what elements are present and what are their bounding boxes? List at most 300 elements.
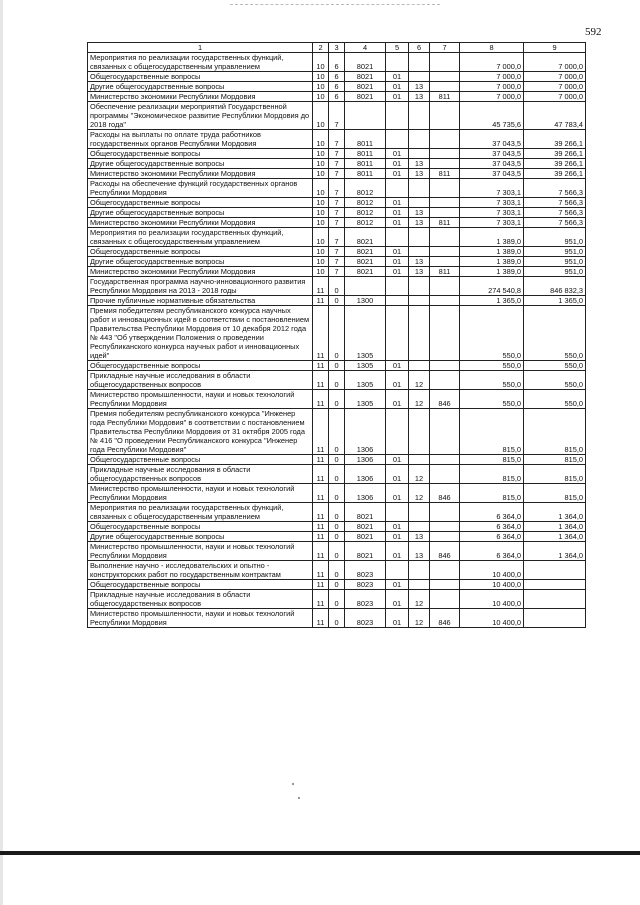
cell-program: 11: [313, 465, 329, 484]
cell-name: Министерство промышленности, науки и новых технологий Республики Мордовия: [88, 609, 313, 628]
cell-subsection: 13: [409, 218, 430, 228]
cell-section: [386, 179, 409, 198]
cell-target-code: 8021: [345, 228, 386, 247]
cell-section: [386, 53, 409, 72]
cell-amount-1: 7 303,1: [460, 198, 524, 208]
cell-name: Государственная программа научно-инновационного развития Республики Мордовия на 2013 - 2018 годы: [88, 277, 313, 296]
cell-amount-1: 37 043,5: [460, 130, 524, 149]
cell-subprogram: 0: [329, 522, 345, 532]
cell-amount-1: 1 365,0: [460, 296, 524, 306]
cell-subprogram: 0: [329, 465, 345, 484]
cell-amount-1: 6 364,0: [460, 532, 524, 542]
cell-subprogram: 6: [329, 92, 345, 102]
cell-section: 01: [386, 257, 409, 267]
cell-subsection: 13: [409, 159, 430, 169]
cell-section: 01: [386, 149, 409, 159]
cell-amount-2: [524, 580, 586, 590]
header-row: [88, 43, 586, 53]
cell-amount-1: 550,0: [460, 371, 524, 390]
cell-name: Прочие публичные нормативные обязательства: [88, 296, 313, 306]
cell-name: Другие общегосударственные вопросы: [88, 82, 313, 92]
cell-amount-1: 550,0: [460, 361, 524, 371]
cell-target-code: 8021: [345, 503, 386, 522]
cell-amount-1: 815,0: [460, 409, 524, 455]
cell-amount-1: 550,0: [460, 390, 524, 409]
cell-amount-2: 1 364,0: [524, 542, 586, 561]
cell-target-code: 1300: [345, 296, 386, 306]
cell-program: 10: [313, 130, 329, 149]
cell-subprogram: 0: [329, 455, 345, 465]
cell-amount-1: 550,0: [460, 306, 524, 361]
cell-section: 01: [386, 465, 409, 484]
cell-subsection: [409, 53, 430, 72]
cell-amount-1: 1 389,0: [460, 228, 524, 247]
cell-subsection: [409, 409, 430, 455]
cell-subprogram: 6: [329, 53, 345, 72]
cell-subsection: [409, 130, 430, 149]
cell-program: 10: [313, 218, 329, 228]
cell-subsection: [409, 179, 430, 198]
cell-ministry: 846: [430, 542, 460, 561]
cell-target-code: 8021: [345, 542, 386, 561]
table-row: [88, 247, 586, 257]
cell-subsection: [409, 522, 430, 532]
cell-subsection: 12: [409, 465, 430, 484]
cell-subsection: [409, 228, 430, 247]
cell-amount-1: 10 400,0: [460, 590, 524, 609]
cell-target-code: [345, 102, 386, 130]
cell-section: 01: [386, 82, 409, 92]
cell-program: 11: [313, 409, 329, 455]
cell-subsection: [409, 361, 430, 371]
cell-ministry: [430, 247, 460, 257]
cell-program: 11: [313, 580, 329, 590]
budget-table: [87, 42, 586, 628]
cell-target-code: 1306: [345, 465, 386, 484]
cell-name: Министерство промышленности, науки и новых технологий Республики Мордовия: [88, 484, 313, 503]
cell-subprogram: 7: [329, 102, 345, 130]
cell-ministry: [430, 130, 460, 149]
cell-amount-1: 7 000,0: [460, 72, 524, 82]
cell-ministry: [430, 82, 460, 92]
cell-name: Общегосударственные вопросы: [88, 198, 313, 208]
cell-target-code: 8021: [345, 522, 386, 532]
cell-program: 11: [313, 455, 329, 465]
cell-section: [386, 306, 409, 361]
cell-subsection: 13: [409, 542, 430, 561]
cell-program: 11: [313, 484, 329, 503]
cell-target-code: 8023: [345, 590, 386, 609]
table-row: [88, 296, 586, 306]
table-row: [88, 53, 586, 72]
cell-amount-2: 1 364,0: [524, 503, 586, 522]
cell-program: 10: [313, 198, 329, 208]
cell-amount-1: 815,0: [460, 465, 524, 484]
table-row: [88, 169, 586, 179]
cell-name: Общегосударственные вопросы: [88, 580, 313, 590]
cell-section: 01: [386, 455, 409, 465]
cell-section: 01: [386, 522, 409, 532]
cell-name: Общегосударственные вопросы: [88, 522, 313, 532]
cell-section: 01: [386, 218, 409, 228]
cell-subprogram: 6: [329, 82, 345, 92]
cell-program: 10: [313, 92, 329, 102]
col-header-ministry: 7: [430, 43, 460, 53]
cell-section: [386, 228, 409, 247]
cell-program: 10: [313, 247, 329, 257]
cell-subprogram: 0: [329, 542, 345, 561]
cell-amount-1: 37 043,5: [460, 169, 524, 179]
cell-ministry: [430, 159, 460, 169]
table-row: [88, 208, 586, 218]
cell-program: 10: [313, 267, 329, 277]
cell-name: Министерство экономики Республики Мордовия: [88, 92, 313, 102]
cell-amount-2: [524, 590, 586, 609]
cell-target-code: 8012: [345, 179, 386, 198]
cell-name: Общегосударственные вопросы: [88, 361, 313, 371]
cell-subsection: [409, 306, 430, 361]
cell-section: 01: [386, 580, 409, 590]
cell-target-code: 8023: [345, 609, 386, 628]
cell-program: 11: [313, 522, 329, 532]
table-row: [88, 580, 586, 590]
scan-edge: [0, 0, 3, 905]
cell-program: 11: [313, 390, 329, 409]
cell-amount-1: 1 389,0: [460, 247, 524, 257]
cell-name: Мероприятия по реализации государственных функций, связанных с общегосударственным управлением: [88, 503, 313, 522]
cell-amount-2: 951,0: [524, 267, 586, 277]
cell-name: Мероприятия по реализации государственных функций, связанных с общегосударственным управлением: [88, 228, 313, 247]
cell-subsection: [409, 247, 430, 257]
cell-name: Премия победителям республиканского конкурса научных работ и инновационных идей в соответствии с постановлением Правительства Республики Мордовия от 10 декабря 2012 года № 443 "Об утверждении Положения о проведении Республиканского конкурса научных работ и инновационных идей": [88, 306, 313, 361]
col-header-target-code: 4: [345, 43, 386, 53]
cell-subsection: 12: [409, 371, 430, 390]
cell-program: 10: [313, 53, 329, 72]
cell-amount-1: 1 389,0: [460, 257, 524, 267]
cell-subprogram: 0: [329, 609, 345, 628]
cell-ministry: 846: [430, 484, 460, 503]
cell-subprogram: 7: [329, 198, 345, 208]
cell-program: 11: [313, 277, 329, 296]
cell-name: Другие общегосударственные вопросы: [88, 257, 313, 267]
cell-ministry: [430, 503, 460, 522]
cell-name: Общегосударственные вопросы: [88, 149, 313, 159]
cell-ministry: 846: [430, 390, 460, 409]
cell-subprogram: 7: [329, 159, 345, 169]
cell-amount-2: 39 266,1: [524, 169, 586, 179]
cell-section: 01: [386, 542, 409, 561]
cell-subprogram: 7: [329, 169, 345, 179]
cell-program: 11: [313, 296, 329, 306]
cell-section: 01: [386, 267, 409, 277]
cell-ministry: [430, 306, 460, 361]
table-row: [88, 179, 586, 198]
cell-name: Другие общегосударственные вопросы: [88, 159, 313, 169]
cell-subsection: 12: [409, 590, 430, 609]
cell-amount-1: 7 303,1: [460, 218, 524, 228]
cell-subprogram: 0: [329, 306, 345, 361]
cell-subprogram: 0: [329, 277, 345, 296]
footer-rule: [0, 851, 640, 855]
table-row: [88, 159, 586, 169]
cell-subprogram: 0: [329, 503, 345, 522]
table-row: [88, 130, 586, 149]
col-header-amount-1: 8: [460, 43, 524, 53]
cell-section: [386, 130, 409, 149]
table-row: [88, 72, 586, 82]
cell-ministry: [430, 296, 460, 306]
cell-amount-2: 7 000,0: [524, 92, 586, 102]
cell-ministry: [430, 102, 460, 130]
cell-subsection: [409, 149, 430, 159]
cell-ministry: 811: [430, 267, 460, 277]
cell-subprogram: 7: [329, 208, 345, 218]
cell-amount-2: 815,0: [524, 484, 586, 503]
cell-subsection: 13: [409, 92, 430, 102]
cell-ministry: [430, 257, 460, 267]
cell-section: [386, 102, 409, 130]
cell-amount-1: 6 364,0: [460, 542, 524, 561]
table-row: [88, 532, 586, 542]
cell-subprogram: 0: [329, 561, 345, 580]
cell-subprogram: 0: [329, 390, 345, 409]
cell-target-code: 8012: [345, 198, 386, 208]
cell-name: Общегосударственные вопросы: [88, 72, 313, 82]
cell-ministry: [430, 72, 460, 82]
cell-amount-1: 6 364,0: [460, 522, 524, 532]
cell-subprogram: 0: [329, 371, 345, 390]
table-row: [88, 455, 586, 465]
cell-name: Прикладные научные исследования в области общегосударственных вопросов: [88, 371, 313, 390]
table-row: [88, 371, 586, 390]
cell-name: Прикладные научные исследования в области общегосударственных вопросов: [88, 465, 313, 484]
cell-subsection: 13: [409, 169, 430, 179]
cell-program: 11: [313, 542, 329, 561]
table-row: [88, 102, 586, 130]
col-header-subsection: 6: [409, 43, 430, 53]
cell-amount-1: 7 000,0: [460, 92, 524, 102]
cell-name: Общегосударственные вопросы: [88, 455, 313, 465]
cell-amount-1: 7 000,0: [460, 53, 524, 72]
cell-subsection: 12: [409, 609, 430, 628]
cell-section: 01: [386, 159, 409, 169]
cell-section: 01: [386, 532, 409, 542]
cell-subsection: [409, 561, 430, 580]
cell-amount-2: 7 566,3: [524, 198, 586, 208]
cell-section: 01: [386, 247, 409, 257]
cell-ministry: [430, 371, 460, 390]
cell-ministry: [430, 277, 460, 296]
cell-amount-1: 7 303,1: [460, 179, 524, 198]
scan-top-mark: [230, 4, 440, 5]
cell-target-code: 1305: [345, 361, 386, 371]
cell-amount-2: 1 365,0: [524, 296, 586, 306]
cell-target-code: 8011: [345, 159, 386, 169]
cell-name: Министерство промышленности, науки и новых технологий Республики Мордовия: [88, 390, 313, 409]
cell-program: 10: [313, 149, 329, 159]
table-row: [88, 306, 586, 361]
cell-amount-2: 846 832,3: [524, 277, 586, 296]
table-row: [88, 228, 586, 247]
cell-ministry: [430, 455, 460, 465]
cell-subsection: [409, 296, 430, 306]
cell-amount-1: 45 735,6: [460, 102, 524, 130]
table-body: [88, 53, 586, 628]
cell-ministry: [430, 53, 460, 72]
table-row: [88, 218, 586, 228]
cell-target-code: 8012: [345, 208, 386, 218]
cell-section: [386, 277, 409, 296]
cell-section: 01: [386, 361, 409, 371]
cell-ministry: [430, 532, 460, 542]
table-row: [88, 484, 586, 503]
cell-amount-1: 7 000,0: [460, 82, 524, 92]
cell-section: [386, 409, 409, 455]
cell-ministry: 811: [430, 218, 460, 228]
cell-program: 11: [313, 609, 329, 628]
cell-target-code: 8021: [345, 247, 386, 257]
cell-subprogram: 7: [329, 257, 345, 267]
cell-subprogram: 7: [329, 228, 345, 247]
cell-section: 01: [386, 609, 409, 628]
cell-section: 01: [386, 208, 409, 218]
cell-amount-2: 1 364,0: [524, 532, 586, 542]
cell-ministry: [430, 361, 460, 371]
cell-ministry: [430, 228, 460, 247]
cell-name: Другие общегосударственные вопросы: [88, 208, 313, 218]
cell-name: Прикладные научные исследования в области общегосударственных вопросов: [88, 590, 313, 609]
cell-program: 10: [313, 179, 329, 198]
cell-section: [386, 503, 409, 522]
cell-amount-1: 274 540,8: [460, 277, 524, 296]
page-number: 592: [585, 26, 602, 38]
cell-target-code: 8023: [345, 580, 386, 590]
cell-amount-2: 7 000,0: [524, 82, 586, 92]
cell-amount-2: 550,0: [524, 390, 586, 409]
cell-subsection: 13: [409, 532, 430, 542]
cell-target-code: 1306: [345, 484, 386, 503]
cell-program: 11: [313, 371, 329, 390]
cell-subsection: 13: [409, 267, 430, 277]
cell-amount-2: 815,0: [524, 455, 586, 465]
cell-subprogram: 7: [329, 218, 345, 228]
cell-section: [386, 561, 409, 580]
cell-amount-1: 815,0: [460, 484, 524, 503]
cell-ministry: [430, 208, 460, 218]
table-row: [88, 522, 586, 532]
cell-subprogram: 7: [329, 149, 345, 159]
cell-program: 11: [313, 590, 329, 609]
cell-name: Расходы на выплаты по оплате труда работников государственных органов Республики Мордовия: [88, 130, 313, 149]
cell-target-code: 8021: [345, 532, 386, 542]
table-row: [88, 82, 586, 92]
cell-section: [386, 296, 409, 306]
cell-target-code: 1305: [345, 371, 386, 390]
cell-ministry: [430, 149, 460, 159]
cell-ministry: [430, 465, 460, 484]
cell-ministry: [430, 409, 460, 455]
cell-program: 10: [313, 169, 329, 179]
table-row: [88, 390, 586, 409]
cell-section: 01: [386, 371, 409, 390]
cell-subprogram: 0: [329, 484, 345, 503]
cell-target-code: 1306: [345, 409, 386, 455]
cell-ministry: 846: [430, 609, 460, 628]
cell-name: Министерство экономики Республики Мордовия: [88, 267, 313, 277]
table-row: [88, 503, 586, 522]
cell-name: Выполнение научно - исследовательских и опытно - конструкторских работ по государственным контрактам: [88, 561, 313, 580]
scan-speck: [298, 797, 300, 799]
cell-subsection: [409, 277, 430, 296]
cell-program: 10: [313, 208, 329, 218]
cell-amount-2: 951,0: [524, 228, 586, 247]
cell-amount-2: 7 000,0: [524, 53, 586, 72]
cell-ministry: 811: [430, 92, 460, 102]
cell-target-code: 8011: [345, 149, 386, 159]
cell-program: 11: [313, 361, 329, 371]
cell-target-code: 8021: [345, 257, 386, 267]
cell-program: 10: [313, 82, 329, 92]
cell-amount-2: 39 266,1: [524, 130, 586, 149]
cell-subsection: [409, 503, 430, 522]
cell-amount-2: 7 000,0: [524, 72, 586, 82]
cell-subprogram: 6: [329, 72, 345, 82]
cell-program: 10: [313, 102, 329, 130]
cell-target-code: 8011: [345, 130, 386, 149]
cell-subsection: 13: [409, 257, 430, 267]
cell-subsection: 12: [409, 484, 430, 503]
cell-section: 01: [386, 92, 409, 102]
col-header-amount-2: 9: [524, 43, 586, 53]
cell-subsection: [409, 102, 430, 130]
cell-program: 11: [313, 306, 329, 361]
cell-amount-1: 10 400,0: [460, 609, 524, 628]
cell-name: Министерство промышленности, науки и новых технологий Республики Мордовия: [88, 542, 313, 561]
cell-subprogram: 0: [329, 580, 345, 590]
cell-section: 01: [386, 198, 409, 208]
cell-amount-1: 10 400,0: [460, 561, 524, 580]
cell-target-code: 8021: [345, 267, 386, 277]
cell-ministry: [430, 179, 460, 198]
cell-amount-2: [524, 609, 586, 628]
cell-amount-2: 1 364,0: [524, 522, 586, 532]
cell-subprogram: 7: [329, 247, 345, 257]
cell-ministry: [430, 198, 460, 208]
table-row: [88, 92, 586, 102]
table-row: [88, 277, 586, 296]
table-row: [88, 465, 586, 484]
cell-ministry: [430, 561, 460, 580]
cell-target-code: 8012: [345, 218, 386, 228]
cell-amount-1: 815,0: [460, 455, 524, 465]
cell-amount-1: 10 400,0: [460, 580, 524, 590]
cell-subprogram: 7: [329, 130, 345, 149]
cell-amount-2: 47 783,4: [524, 102, 586, 130]
scan-speck: [292, 783, 294, 785]
cell-subprogram: 0: [329, 296, 345, 306]
cell-target-code: 1305: [345, 390, 386, 409]
cell-ministry: 811: [430, 169, 460, 179]
cell-target-code: 8011: [345, 169, 386, 179]
cell-subprogram: 0: [329, 532, 345, 542]
cell-section: 01: [386, 390, 409, 409]
cell-amount-1: 37 043,5: [460, 159, 524, 169]
col-header-name: 1: [88, 43, 313, 53]
cell-amount-2: 7 566,3: [524, 208, 586, 218]
cell-name: Обеспечение реализации мероприятий Государственной программы "Экономическое развитие Республики Мордовия до 2018 года": [88, 102, 313, 130]
cell-subsection: 12: [409, 390, 430, 409]
cell-program: 10: [313, 159, 329, 169]
